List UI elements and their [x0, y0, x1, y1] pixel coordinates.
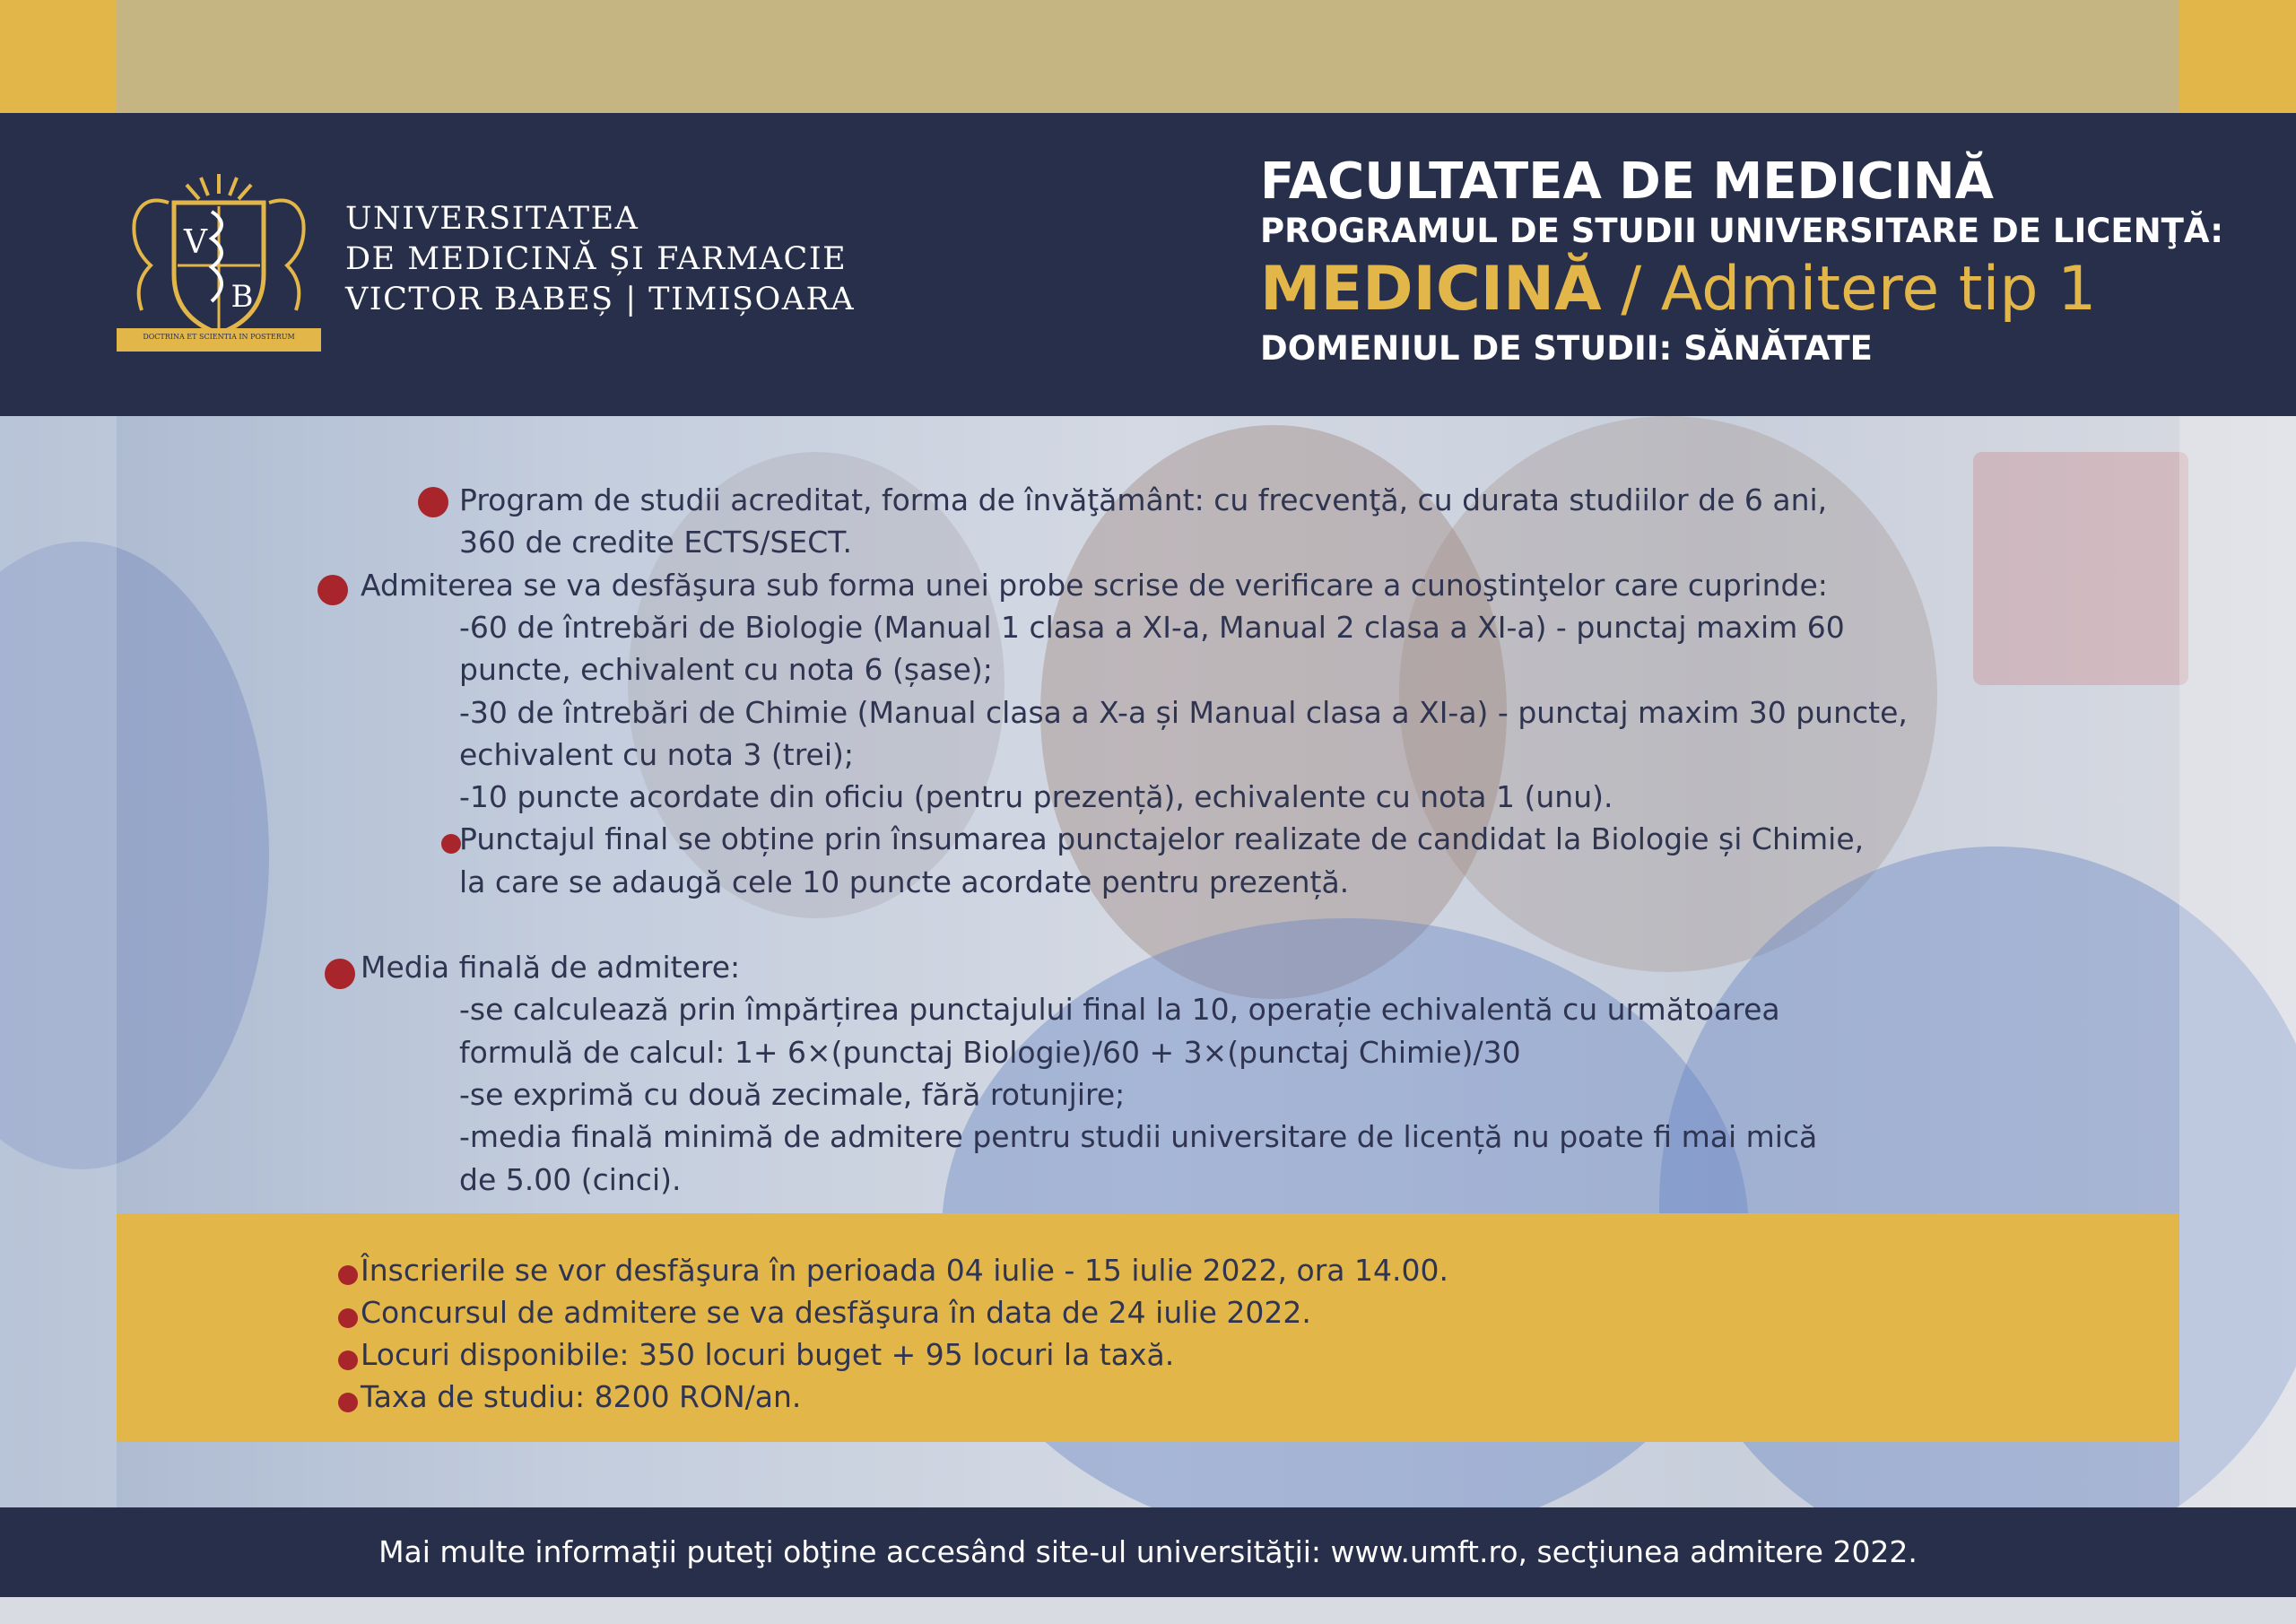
detail-line: Program de studii acreditat, forma de învăţământ: cu frecvenţă, cu durata studiilor de 6 ani,	[459, 482, 1828, 517]
bullet-icon	[317, 575, 348, 605]
top-band	[0, 0, 2296, 113]
major-name: MEDICINĂ	[1260, 254, 1602, 325]
detail-line: -se calculează prin împărțirea punctajului final la 10, operație echivalentă cu următoarea	[459, 992, 1780, 1027]
bottom-strip	[0, 1597, 2296, 1624]
admission-type: / Admitere tip 1	[1601, 254, 2097, 325]
program-title: PROGRAMUL DE STUDII UNIVERSITARE DE LICENŢĂ:	[1260, 212, 2224, 250]
university-name-line1: UNIVERSITATEA	[345, 201, 639, 237]
detail-line: -10 puncte acordate din oficiu (pentru prezență), echivalente cu nota 1 (unu).	[459, 779, 1613, 814]
footer-text: Mai multe informaţii puteţi obţine accesând site-ul universităţii: www.umft.ro, secţiunea admitere 2022.	[378, 1534, 1918, 1569]
crest-motto: DOCTRINA ET SCIENTIA IN POSTERUM	[143, 333, 295, 341]
footer	[0, 1507, 2296, 1597]
bullet-icon	[418, 487, 448, 517]
info-line: Înscrierile se vor desfăşura în perioada 04 iulie - 15 iulie 2022, ora 14.00.	[361, 1253, 1448, 1288]
bullet-icon	[338, 1308, 358, 1328]
detail-line: de 5.00 (cinci).	[459, 1162, 682, 1197]
detail-line: formulă de calcul: 1+ 6×(punctaj Biologie)/60 + 3×(punctaj Chimie)/30	[459, 1035, 1521, 1070]
bullet-icon	[338, 1350, 358, 1370]
detail-line: -30 de întrebări de Chimie (Manual clasa a X-a și Manual clasa a XI-a) - punctaj maxim 30 puncte,	[459, 695, 1908, 730]
study-domain: DOMENIUL DE STUDII: SĂNĂTATE	[1260, 329, 1873, 368]
info-line: Concursul de admitere se va desfăşura în data de 24 iulie 2022.	[361, 1295, 1311, 1330]
detail-line: puncte, echivalent cu nota 6 (șase);	[459, 652, 993, 687]
detail-line: la care se adaugă cele 10 puncte acordate pentru prezență.	[459, 864, 1350, 899]
detail-line: -media finală minimă de admitere pentru studii universitare de licență nu poate fi mai mică	[459, 1119, 1818, 1154]
university-name-line3: VICTOR BABEȘ | TIMIȘOARA	[345, 282, 856, 317]
bullet-icon	[441, 834, 461, 854]
bullet-icon	[338, 1265, 358, 1285]
detail-line: -60 de întrebări de Biologie (Manual 1 clasa a XI-a, Manual 2 clasa a XI-a) - punctaj maxim 60	[459, 610, 1845, 645]
info-line: Taxa de studiu: 8200 RON/an.	[361, 1379, 802, 1414]
detail-line: -se exprimă cu două zecimale, fără rotunjire;	[459, 1077, 1126, 1112]
top-gold-right	[2179, 0, 2296, 113]
detail-line: Admiterea se va desfăşura sub forma unei probe scrise de verificare a cunoştinţelor care cuprinde:	[361, 568, 1828, 603]
key-dates-box	[117, 1213, 2179, 1442]
detail-line: Media finală de admitere:	[361, 950, 741, 985]
university-name	[345, 199, 855, 320]
university-name-line2: DE MEDICINĂ ȘI FARMACIE	[345, 241, 848, 277]
faculty-title: FACULTATEA DE MEDICINĂ	[1260, 152, 1994, 211]
info-line: Locuri disponibile: 350 locuri buget + 95 locuri la taxă.	[361, 1337, 1175, 1372]
crest-letter-v: V	[184, 224, 207, 261]
detail-line: 360 de credite ECTS/SECT.	[459, 525, 853, 560]
header	[0, 113, 2296, 416]
bullet-icon	[325, 959, 355, 989]
crest-letter-b: B	[230, 279, 254, 315]
top-gold-left	[0, 0, 117, 113]
faculty-block	[1260, 152, 2223, 369]
detail-line: Punctajul final se obține prin însumarea punctajelor realizate de candidat la Biologie și Chimie,	[459, 821, 1865, 856]
bullet-icon	[338, 1393, 358, 1412]
university-crest-icon	[115, 167, 323, 355]
detail-line: echivalent cu nota 3 (trei);	[459, 737, 855, 772]
major-line	[1260, 251, 2223, 328]
